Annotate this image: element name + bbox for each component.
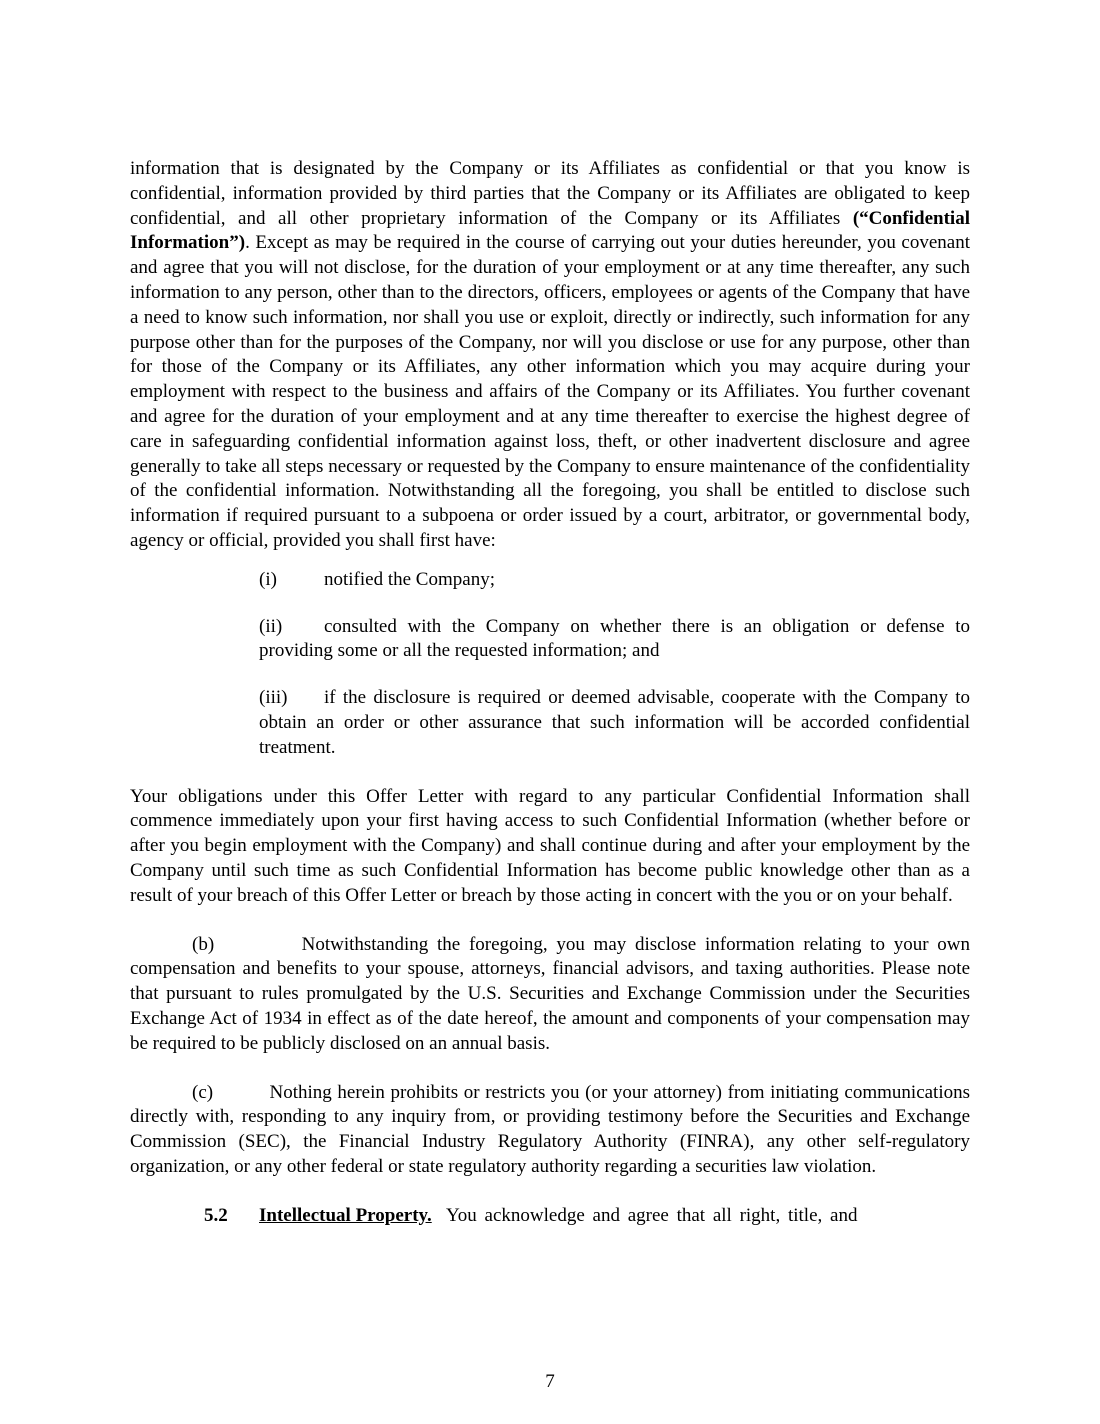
paragraph-body: . Except as may be required in the course of carrying out your duties hereunder, you covenant and agree that you will not disclose, for the duration of your employment or at any time thereafter, any such information to any person, other than to the directors, officers, employees or agents of the Company that have a need to know such information, nor shall you use or exploit, directly or indirectly, such information for any purpose other than for the purposes of the Company, nor will you disclose or use for any purpose, other than for those of the Company or its Affiliates, any other information which you may acquire during your employment with respect to the business and affairs of the Company or its Affiliates. You further covenant and agree for the duration of your employment and at any time thereafter to exercise the highest degree of care in safeguarding confidential information against loss, theft, or other inadvertent disclosure and agree generally to take all steps necessary or requested by the Company to ensure maintenance of the confidentiality of the confidential information. Notwithstanding all the foregoing, you shall be entitled to disclose such information if required pursuant to a subpoena or order issued by a court, arbitrator, or governmental body, agency or official, provided you shall first have: bbox=[130, 232, 970, 551]
list-item-text: consulted with the Company on whether there is an obligation or defense to providing some or all the requested information; and bbox=[259, 615, 970, 662]
obligations-paragraph: Your obligations under this Offer Letter with regard to any particular Confidential Information shall commence immediately upon your first having access to such Confidential Information (whether before or after you begin employment with the Company) and shall continue during and after your employment by the Company until such time as such Confidential Information has become public knowledge other than as a result of your breach of this Offer Letter or breach by those acting in concert with the you or on your behalf. bbox=[130, 785, 970, 906]
confidentiality-paragraph bbox=[130, 157, 970, 554]
page-number: 7 bbox=[545, 1371, 555, 1392]
paragraph-c-text: Nothing herein prohibits or restricts you (or your attorney) from initiating communications directly with, responding to any inquiry from, or providing testimony before the Securities and Exchange Commission (SEC), the Financial Industry Regulatory Authority (FINRA), any other self-regulatory organization, or any other federal or state regulatory authority regarding a securities law violation. bbox=[130, 1081, 971, 1177]
disclosure-conditions-list bbox=[259, 568, 970, 761]
list-item-number: (iii) bbox=[259, 687, 288, 709]
section-text: You acknowledge and agree that all right, title, and bbox=[445, 1204, 858, 1226]
paragraph-b-label: (b) bbox=[192, 933, 215, 955]
list-item-number: (i) bbox=[259, 568, 277, 590]
document-body bbox=[130, 157, 970, 1228]
paragraph-c-label: (c) bbox=[192, 1081, 214, 1103]
paragraph-c bbox=[130, 1081, 970, 1180]
section-title: Intellectual Property. bbox=[259, 1204, 432, 1226]
list-item-text: notified the Company; bbox=[324, 568, 495, 590]
list-item-number: (ii) bbox=[259, 615, 283, 637]
list-item bbox=[259, 686, 970, 760]
section-heading-intellectual-property bbox=[130, 1204, 970, 1229]
defined-term-confidential-information: (“Confidential Information”) bbox=[130, 207, 970, 254]
paragraph-b-text: Notwithstanding the foregoing, you may disclose information relating to your own compensation and benefits to your spouse, attorneys, financial advisors, and taxing authorities. Please note that pursuant to rules promulgated by the U.S. Securities and Exchange Commission under the Securities Exchange Act of 1934 in effect as of the date hereof, the amount and components of your compensation may be required to be publicly disclosed on an annual basis. bbox=[130, 933, 970, 1054]
paragraph-lead: information that is designated by the Company or its Affiliates as confidential or that you know is confidential, information provided by third parties that the Company or its Affiliates are obligated to keep confidential, and all other proprietary information of the Company or its Affiliates bbox=[130, 158, 970, 229]
section-number: 5.2 bbox=[204, 1204, 228, 1226]
paragraph-b bbox=[130, 933, 970, 1057]
list-item bbox=[259, 615, 970, 665]
list-item bbox=[259, 568, 970, 593]
list-item-text: if the disclosure is required or deemed advisable, cooperate with the Company to obtain an order or other assurance that such information will be accorded confidential treatment. bbox=[259, 687, 970, 758]
